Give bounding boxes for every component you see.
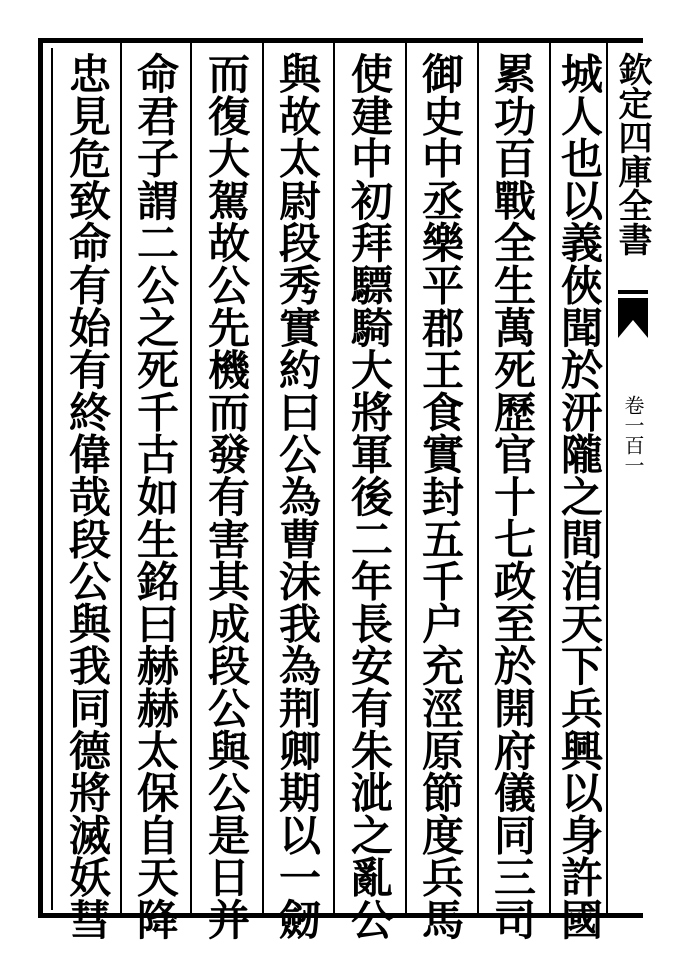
column-text: 城人也以義俠聞於汧隴之間洎天下兵興以身許國 — [555, 52, 604, 941]
column-text: 累功百戰全生萬死歷官十七政至於開府儀同三司 — [488, 52, 537, 941]
column-text: 御史中丞樂平郡王食實封五千户充涇原節度兵馬 — [416, 52, 465, 941]
column-rule — [120, 43, 122, 915]
text-column-2 — [484, 52, 540, 941]
text-column-5 — [269, 52, 325, 941]
text-column-8 — [59, 52, 115, 941]
text-column-7 — [127, 52, 183, 941]
text-column-4 — [341, 52, 397, 941]
fishtail-mark-icon — [618, 290, 648, 338]
column-text: 使建中初拜驃騎大將軍後二年長安有朱泚之亂公 — [345, 52, 394, 941]
volume-number: 卷一百一 — [621, 395, 645, 475]
text-column-6 — [198, 52, 254, 941]
column-text: 而復大駕故公先機而發有害其成段公與公是日并 — [202, 52, 251, 941]
book-title: 欽定四庫全書 — [612, 52, 652, 256]
column-text: 命君子謂二公之死千古如生銘曰赫赫太保自天降 — [131, 52, 180, 941]
text-column-3 — [412, 52, 468, 941]
inner-border-line — [51, 48, 53, 910]
column-rule — [190, 43, 192, 915]
column-text: 忠見危致命有始有終偉哉段公與我同德將滅妖彗 — [63, 52, 112, 941]
text-column-1 — [551, 52, 607, 941]
column-rule — [262, 43, 264, 915]
column-rule — [405, 43, 407, 915]
column-rule — [477, 43, 479, 915]
column-text: 與故太尉段秀實約曰公為曹沫我為荆卿期以一劒 — [273, 52, 322, 941]
column-rule — [333, 43, 335, 915]
